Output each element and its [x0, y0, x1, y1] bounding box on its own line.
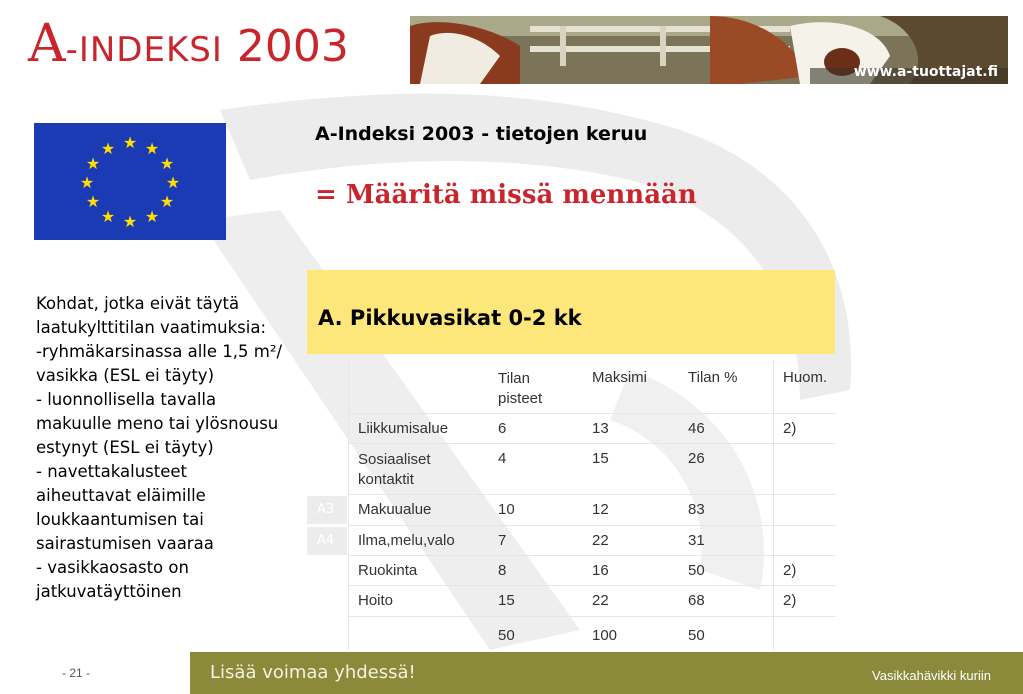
banner-image	[410, 16, 1008, 84]
slide-subtitle: = Määritä missä mennään	[315, 180, 697, 210]
table-cell: 22	[592, 532, 609, 549]
table-cell: 15	[592, 450, 609, 467]
table-cell: 22	[592, 592, 609, 609]
requirements-text	[36, 292, 286, 604]
table-grid-line	[348, 443, 836, 444]
table-cell-name: Hoito	[358, 592, 394, 609]
table-total: 50	[688, 627, 705, 644]
table-cell: 83	[688, 501, 705, 518]
svg-text:★: ★	[122, 133, 138, 152]
svg-text:★: ★	[144, 139, 160, 158]
section-heading: A. Pikkuvasikat 0-2 kk	[318, 306, 582, 330]
table-cell-name: Ruokinta	[358, 562, 418, 579]
requirements-line: - luonnollisella tavalla makuulle meno tai ylösnousu estynyt (ESL ei täyty)	[36, 390, 279, 457]
table-cell: 15	[498, 592, 515, 609]
side-label: A4	[307, 527, 347, 555]
table-grid-line	[348, 525, 836, 526]
table-cell: 68	[688, 592, 705, 609]
table-total: 50	[498, 627, 515, 644]
svg-text:★: ★	[79, 173, 95, 192]
svg-text:★: ★	[85, 192, 101, 211]
slide-title: A-Indeksi 2003 - tietojen keruu	[315, 123, 648, 145]
table-cell: 2)	[783, 420, 797, 437]
svg-text:★: ★	[122, 212, 138, 231]
table-cell: 10	[498, 501, 515, 518]
table-grid-line	[348, 360, 349, 650]
logo-name: -INDEKSI	[65, 30, 223, 70]
table-grid-line	[348, 585, 836, 586]
a-indeksi-logo	[28, 14, 349, 74]
table-grid-line	[773, 360, 774, 650]
svg-text:★: ★	[100, 139, 116, 158]
logo-letter-a: A	[28, 14, 66, 74]
table-header: Maksimi	[592, 369, 647, 386]
section-heading-box	[307, 270, 835, 354]
table-cell-name: Sosiaaliset kontaktit	[358, 451, 431, 488]
svg-text:★: ★	[165, 173, 181, 192]
table-cell: 2)	[783, 592, 797, 609]
table-cell: 16	[592, 562, 609, 579]
eu-stars-icon	[34, 123, 226, 240]
table-cell: 6	[498, 420, 507, 437]
table-cell: 2)	[783, 562, 797, 579]
requirements-line: -ryhmäkarsinassa alle 1,5 m²/ vasikka (ESL ei täyty)	[36, 342, 283, 385]
page-number: - 21 -	[62, 666, 91, 680]
svg-text:★: ★	[159, 192, 175, 211]
svg-text:★: ★	[100, 207, 116, 226]
requirements-line: Kohdat, jotka eivät täytä laatukylttitilan vaatimuksia:	[36, 294, 267, 337]
table-cell: 50	[688, 562, 705, 579]
svg-text:★: ★	[159, 154, 175, 173]
table-header: Huom.	[783, 369, 828, 386]
svg-text:★: ★	[85, 154, 101, 173]
table-header: Tilan %	[688, 369, 738, 386]
table-cell-name: Makuualue	[358, 501, 432, 518]
table-grid-line	[348, 616, 836, 617]
footer-slogan: Lisää voimaa yhdessä!	[210, 662, 416, 683]
table-total: 100	[592, 627, 618, 644]
table-cell: 7	[498, 532, 507, 549]
table-cell: 12	[592, 501, 609, 518]
table-cell-name: Liikkumisalue	[358, 420, 449, 437]
table-cell-name: Ilma,melu,valo	[358, 532, 455, 549]
table-grid-line	[348, 494, 836, 495]
svg-text:★: ★	[144, 207, 160, 226]
table-grid-line	[348, 413, 836, 414]
table-cell: 26	[688, 450, 705, 467]
eu-flag	[34, 123, 226, 240]
footer-presentation-title: Vasikkahävikki kuriin	[872, 668, 991, 683]
requirements-line: - vasikkaosasto on jatkuvatäyttöinen	[36, 558, 189, 601]
table-header: Tilan pisteet	[498, 370, 543, 407]
banner-url: www.a-tuottajat.fi	[853, 64, 998, 80]
table-cell: 31	[688, 532, 705, 549]
requirements-line: - navettakalusteet aiheuttavat eläimille loukkaantumisen tai sairastumisen vaaraa	[36, 462, 214, 553]
logo-year: 2003	[236, 21, 349, 72]
table-grid-line	[348, 555, 836, 556]
table-cell: 4	[498, 450, 507, 467]
table-cell: 46	[688, 420, 705, 437]
table-cell: 8	[498, 562, 507, 579]
table-cell: 13	[592, 420, 609, 437]
side-label: A3	[307, 496, 347, 524]
footer	[0, 652, 1023, 694]
